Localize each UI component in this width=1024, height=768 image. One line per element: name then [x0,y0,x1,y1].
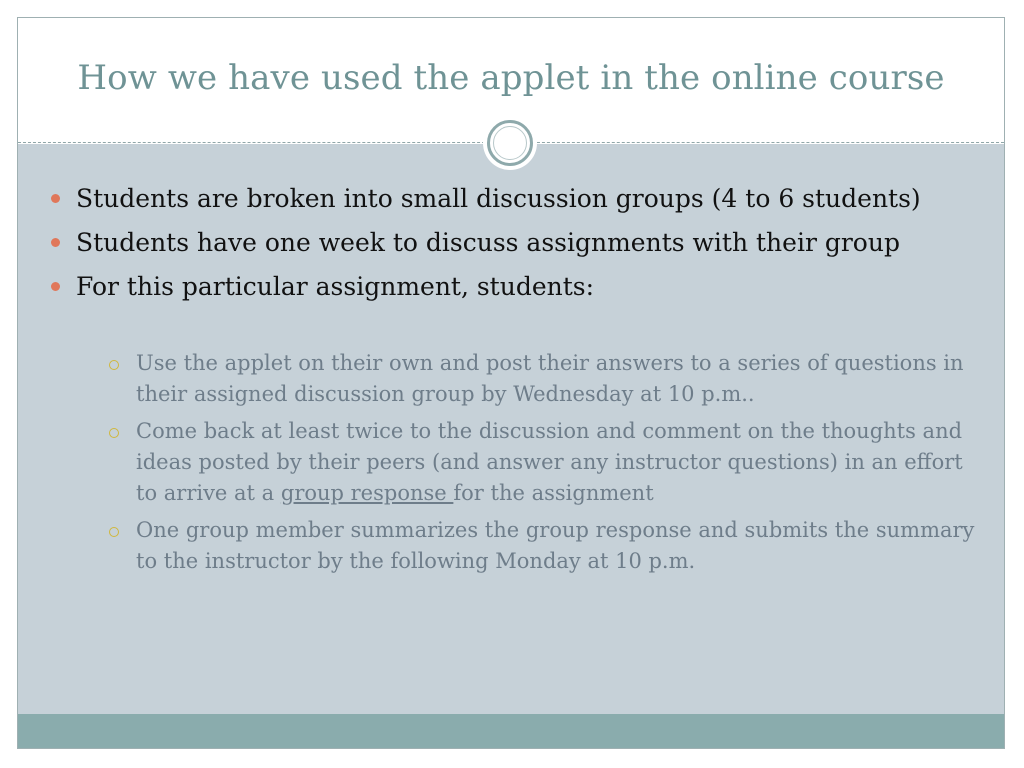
bullet-text: For this particular assignment, students: [76,272,595,301]
hollow-circle-icon [109,527,119,537]
bullet-list [48,180,978,577]
slide [17,17,1005,749]
sub-bullet-text-before: Come back at least twice to the discussion and comment on the thoughts and ideas posted by their peers (and answer any instructor questions) in an effort to arrive at a [136,419,963,505]
sub-bullet-text-after: for the assignment [453,481,654,505]
sub-bullet-item [76,515,978,577]
sub-bullet-item [76,416,978,509]
bullet-dot-icon [51,282,60,291]
bullet-text: Students have one week to discuss assignments with their group [76,228,900,257]
sub-bullet-text: One group member summarizes the group response and submits the summary to the instructor by the following Monday at 10 p.m. [136,518,975,573]
slide-content [48,180,978,583]
hollow-circle-icon [109,360,119,370]
bullet-dot-icon [51,238,60,247]
bullet-item [48,180,978,218]
bullet-text: Students are broken into small discussion groups (4 to 6 students) [76,184,921,213]
sub-bullet-text: Use the applet on their own and post their answers to a series of questions in their assigned discussion group by Wednesday at 10 p.m.. [136,351,964,406]
slide-title: How we have used the applet in the online course [77,58,945,98]
sub-bullet-item [76,348,978,410]
group-response-link[interactable]: group response [280,481,454,505]
bullet-item [48,224,978,262]
bullet-item [48,268,978,577]
bullet-dot-icon [51,194,60,203]
circle-ornament-inner [493,126,527,160]
hollow-circle-icon [109,428,119,438]
footer-bar [18,714,1004,748]
sub-bullet-list [76,348,978,577]
